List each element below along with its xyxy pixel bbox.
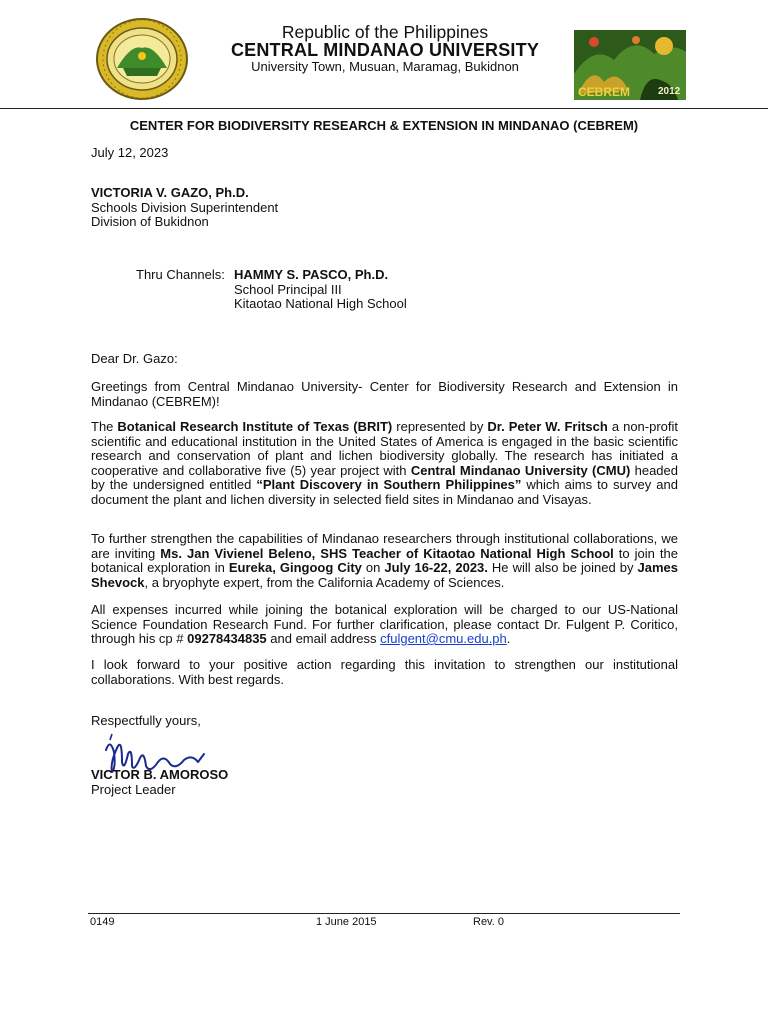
salutation: Dear Dr. Gazo: — [91, 351, 178, 366]
email-link[interactable]: cfulgent@cmu.edu.ph — [380, 631, 507, 646]
footer-date: 1 June 2015 — [316, 916, 377, 928]
person-shevock: James Shevock — [91, 560, 678, 590]
center-name: CENTER FOR BIODIVERSITY RESEARCH & EXTENSION IN MINDANAO (CEBREM) — [129, 118, 639, 133]
thru-name: HAMMY S. PASCO, Ph.D. — [234, 267, 389, 282]
org-cmu: Central Mindanao University (CMU) — [410, 462, 631, 478]
recipient-title: Schools Division Superintendent — [91, 199, 279, 215]
republic-heading: Republic of the Philippines — [281, 22, 489, 42]
paragraph-project: The Botanical Research Institute of Texas (BRIT) represented by Dr. Peter W. Fritsch a non-profit scientific and educational institution in the United States of America is engaged in the basic scientific research and conservation of plant and lichen biodiversity globally. The research has initiated a cooperative and collaborative five (5) year project with Central Mindanao University (CMU) headed by the undersigned entitled “Plant Discovery in Southern Philippines” which aims to survey and document the plant and lichen diversity in selected field sites in Mindanao and Visayas. — [91, 419, 679, 507]
header-divider — [0, 108, 768, 109]
paragraph-invitation: To further strengthen the capabilities of Mindanao researchers through institutional collaborations, we are inviting Ms. Jan Vivienel Beleno, SHS Teacher of Kitaotao National High School to join the botanical exploration in Eureka, Gingoog City on July 16-22, 2023. He will also be joined by James Shevock, a bryophyte expert, from the California Academy of Sciences. — [91, 531, 678, 590]
recipient-name: VICTORIA V. GAZO, Ph.D. — [91, 185, 249, 200]
thru-title: School Principal III — [234, 281, 342, 297]
signatory-title: Project Leader — [91, 781, 176, 797]
thru-school: Kitaotao National High School — [234, 296, 407, 311]
footer-code: 0149 — [90, 916, 115, 928]
logo-year: 2012 — [658, 86, 681, 97]
footer-rev: Rev. 0 — [473, 916, 504, 928]
thru-block — [234, 268, 407, 312]
signatory-name: VICTOR B. AMOROSO — [91, 767, 229, 782]
event-dates: July 16-22, 2023. — [384, 560, 488, 575]
org-brit: Botanical Research Institute of Texas (BRIT) — [117, 419, 393, 434]
location: Eureka, Gingoog City — [228, 560, 362, 575]
cmu-seal-icon — [95, 18, 189, 100]
cebrem-logo-icon — [574, 24, 686, 102]
letter-date: July 12, 2023 — [91, 145, 169, 160]
university-name: CENTRAL MINDANAO UNIVERSITY — [230, 40, 540, 60]
recipient-office: Division of Bukidnon — [91, 214, 209, 229]
signatory-block — [91, 768, 228, 797]
project-title: “Plant Discovery in Southern Philippines” — [256, 477, 522, 492]
invitee: Ms. Jan Vivienel Beleno, SHS Teacher of Kitaotao National High School — [160, 545, 614, 561]
person-fritsch: Dr. Peter W. Fritsch — [487, 419, 608, 434]
paragraph-greeting: Greetings from Central Mindanao University- Center for Biodiversity Research and Extension in Mindanao (CEBREM)! — [91, 379, 678, 409]
closing: Respectfully yours, — [91, 713, 201, 728]
thru-label: Thru Channels: — [136, 267, 225, 282]
logo-text: CEBREM — [578, 85, 631, 99]
recipient-block — [91, 186, 278, 230]
footer-divider — [88, 913, 680, 914]
paragraph-closing: I look forward to your positive action regarding this invitation to strengthen our institutional collaborations. With best regards. — [91, 657, 678, 687]
phone-number: 09278434835 — [187, 631, 267, 646]
paragraph-expenses: All expenses incurred while joining the botanical exploration will be charged to our US-National Science Foundation Research Fund. For further clarification, please contact Dr. Fulgent P. Coritico, through his cp # 09278434835 and email address cfulgent@cmu.edu.ph. — [91, 602, 678, 646]
university-address: University Town, Musuan, Maramag, Bukidnon — [251, 59, 519, 74]
